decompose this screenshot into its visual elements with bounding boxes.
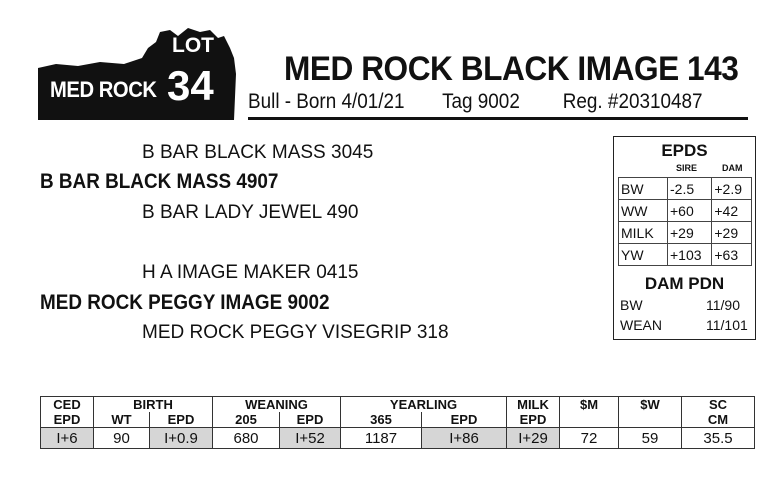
epd-row bbox=[619, 200, 752, 222]
lot-label: LOT bbox=[172, 34, 214, 57]
wean-205-header: 205 bbox=[213, 412, 280, 428]
epd-col-dam: DAM bbox=[722, 163, 743, 173]
dam-sire: H A IMAGE MAKER 0415 bbox=[142, 262, 359, 283]
epd-box bbox=[613, 136, 756, 340]
milk-epd-value: I+29 bbox=[507, 428, 560, 449]
sc-value: 35.5 bbox=[682, 428, 755, 449]
epd-row bbox=[619, 244, 752, 266]
tag-number: Tag 9002 bbox=[442, 90, 520, 113]
w-header: $W bbox=[619, 397, 682, 413]
performance-table bbox=[40, 396, 755, 449]
dam-pdn-value: 11/90 bbox=[706, 297, 740, 313]
performance-values-row bbox=[41, 428, 755, 449]
dam: MED ROCK PEGGY IMAGE 9002 bbox=[40, 291, 330, 314]
header-divider bbox=[248, 117, 748, 120]
yearling-header: YEARLING bbox=[341, 397, 507, 413]
epd-dam-value: +2.9 bbox=[712, 178, 752, 200]
dam-pdn-title: DAM PDN bbox=[644, 274, 725, 293]
epd-trait: BW bbox=[619, 178, 668, 200]
wean-205-value: 680 bbox=[213, 428, 280, 449]
milk-header: MILK bbox=[507, 397, 560, 413]
wean-epd-header: EPD bbox=[280, 412, 341, 428]
m-header-spacer bbox=[560, 412, 619, 428]
dam-pdn-value: 11/101 bbox=[706, 317, 748, 333]
ced-header: CED bbox=[41, 397, 94, 413]
epd-trait: MILK bbox=[619, 222, 668, 244]
sire-dam: B BAR LADY JEWEL 490 bbox=[142, 202, 359, 223]
epd-dam-value: +29 bbox=[712, 222, 752, 244]
sire-sire: B BAR BLACK MASS 3045 bbox=[142, 142, 374, 163]
dam-dam: MED ROCK PEGGY VISEGRIP 318 bbox=[142, 322, 449, 343]
dam-pdn-label: WEAN bbox=[620, 317, 662, 333]
animal-info-line bbox=[248, 90, 703, 114]
sire: B BAR BLACK MASS 4907 bbox=[40, 170, 279, 193]
epd-trait: YW bbox=[619, 244, 668, 266]
birth-wt-value: 90 bbox=[94, 428, 150, 449]
epd-sire-value: +29 bbox=[668, 222, 712, 244]
epd-row bbox=[619, 222, 752, 244]
epd-title: EPDS bbox=[661, 141, 708, 160]
year-epd-header: EPD bbox=[422, 412, 507, 428]
w-header-spacer bbox=[619, 412, 682, 428]
weaning-header: WEANING bbox=[213, 397, 341, 413]
sc-header: SC bbox=[682, 397, 755, 413]
w-value: 59 bbox=[619, 428, 682, 449]
epd-sire-value: -2.5 bbox=[668, 178, 712, 200]
milk-epd-header: EPD bbox=[507, 412, 560, 428]
birth-wt-header: WT bbox=[94, 412, 150, 428]
epd-dam-value: +63 bbox=[712, 244, 752, 266]
dam-pdn-label: BW bbox=[620, 297, 643, 313]
epd-sire-value: +60 bbox=[668, 200, 712, 222]
registration-number: Reg. #20310487 bbox=[562, 90, 703, 113]
birth-epd-value: I+0.9 bbox=[150, 428, 213, 449]
birth-header: BIRTH bbox=[94, 397, 213, 413]
ranch-logo bbox=[38, 28, 236, 120]
sex-birth: Bull - Born 4/01/21 bbox=[248, 90, 405, 113]
m-value: 72 bbox=[560, 428, 619, 449]
birth-epd-header: EPD bbox=[150, 412, 213, 428]
animal-name: MED ROCK BLACK IMAGE 143 bbox=[284, 50, 739, 88]
year-365-header: 365 bbox=[341, 412, 422, 428]
sc-cm-header: CM bbox=[682, 412, 755, 428]
ranch-name: MED ROCK bbox=[50, 77, 157, 102]
ced-epd-header: EPD bbox=[41, 412, 94, 428]
wean-epd-value: I+52 bbox=[280, 428, 341, 449]
year-365-value: 1187 bbox=[341, 428, 422, 449]
epd-row bbox=[619, 178, 752, 200]
m-header: $M bbox=[560, 397, 619, 413]
lot-number: 34 bbox=[167, 62, 214, 109]
epd-trait: WW bbox=[619, 200, 668, 222]
epd-dam-value: +42 bbox=[712, 200, 752, 222]
epd-sire-value: +103 bbox=[668, 244, 712, 266]
ced-value: I+6 bbox=[41, 428, 94, 449]
year-epd-value: I+86 bbox=[422, 428, 507, 449]
epd-table bbox=[618, 177, 752, 266]
epd-col-sire: SIRE bbox=[676, 163, 698, 173]
